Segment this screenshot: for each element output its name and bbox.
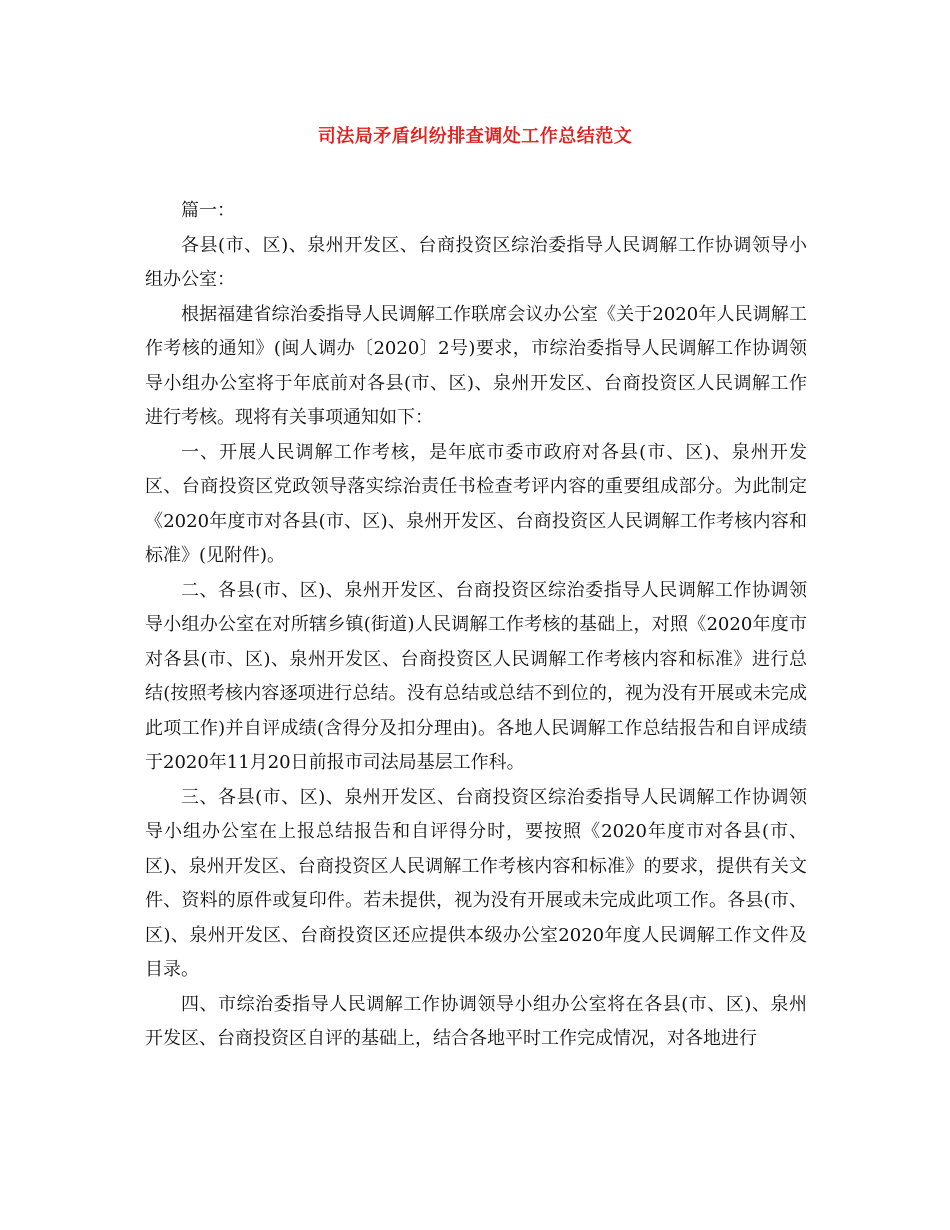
paragraph-item-4: 四、市综治委指导人民调解工作协调领导小组办公室将在各县(市、区)、泉州开发区、台商投资区自评的基础上，结合各地平时工作完成情况，对各地进行 bbox=[145, 993, 807, 1049]
document-body bbox=[145, 194, 807, 1057]
document-title: 司法局矛盾纠纷排查调处工作总结范文 bbox=[317, 126, 633, 147]
paragraph-item-1: 一、开展人民调解工作考核，是年底市委市政府对各县(市、区)、泉州开发区、台商投资区党政领导落实综治责任书检查考评内容的重要组成部分。为此制定《2020年度市对各县(市、区)、泉州开发区、台商投资区人民调解工作考核内容和标准》(见附件)。 bbox=[145, 441, 807, 566]
paragraph-item-3: 三、各县(市、区)、泉州开发区、台商投资区综治委指导人民调解工作协调领导小组办公室在上报总结报告和自评得分时，要按照《2020年度市对各县(市、区)、泉州开发区、台商投资区人民调解工作考核内容和标准》的要求，提供有关文件、资料的原件或复印件。若未提供，视为没有开展或未完成此项工作。各县(市、区)、泉州开发区、台商投资区还应提供本级办公室2020年度人民调解工作文件及目录。 bbox=[145, 786, 807, 980]
paragraph-heading: 篇一： bbox=[181, 200, 235, 221]
paragraph-item-2: 二、各县(市、区)、泉州开发区、台商投资区综治委指导人民调解工作协调领导小组办公室在对所辖乡镇(街道)人民调解工作考核的基础上，对照《2020年度市对各县(市、区)、泉州开发区、台商投资区人民调解工作考核内容和标准》进行总结(按照考核内容逐项进行总结。没有总结或总结不到位的，视为没有开展或未完成此项工作)并自评成绩(含得分及扣分理由)。各地人民调解工作总结报告和自评成绩于2020年11月20日前报市司法局基层工作科。 bbox=[145, 579, 807, 773]
paragraph-intro: 根据福建省综治委指导人民调解工作联席会议办公室《关于2020年人民调解工作考核的通知》(闽人调办〔2020〕2号)要求，市综治委指导人民调解工作协调领导小组办公室将于年底前对各县(市、区)、泉州开发区、台商投资区人民调解工作进行考核。现将有关事项通知如下： bbox=[145, 303, 807, 428]
paragraph-addressee: 各县(市、区)、泉州开发区、台商投资区综治委指导人民调解工作协调领导小组办公室： bbox=[145, 234, 807, 290]
